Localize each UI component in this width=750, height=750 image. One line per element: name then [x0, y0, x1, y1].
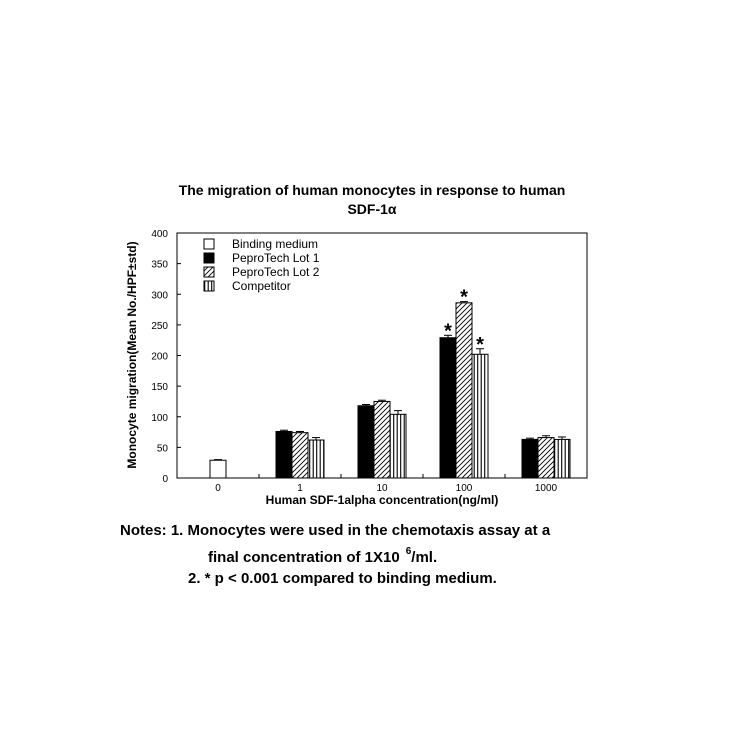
significance-star: * — [444, 320, 452, 343]
y-tick-label: 150 — [151, 382, 168, 394]
bar — [374, 401, 390, 478]
legend-swatch — [204, 267, 214, 277]
y-tick-label: 400 — [151, 229, 168, 240]
notes-text-2: final concentration of 1X10 — [208, 549, 400, 566]
bar — [554, 439, 570, 478]
chart-title-line1: The migration of human monocytes in response to human — [178, 182, 566, 198]
bar — [210, 460, 226, 478]
legend-label: Binding medium — [232, 237, 319, 251]
bar — [308, 440, 324, 478]
bar — [276, 431, 292, 478]
y-tick-label: 300 — [151, 290, 168, 302]
x-tick-label: 1 — [297, 483, 303, 494]
notes-line-2 — [208, 546, 438, 566]
y-tick-label: 0 — [162, 474, 168, 485]
y-tick-label: 200 — [151, 351, 168, 363]
bar — [472, 354, 488, 478]
y-tick-label: 100 — [151, 412, 168, 424]
bar — [538, 438, 554, 478]
notes-unit: /ml. — [411, 549, 438, 566]
legend-swatch — [204, 239, 214, 249]
x-axis-label: Human SDF-1alpha concentration(ng/ml) — [265, 493, 499, 507]
bar — [440, 338, 456, 478]
bars — [210, 287, 570, 478]
bar — [358, 406, 374, 478]
notes-text-1: Notes: 1. Monocytes were used in the chemotaxis assay at a — [120, 522, 551, 539]
notes-line-3 — [188, 570, 497, 587]
y-tick-label: 350 — [151, 259, 168, 271]
significance-star: * — [460, 286, 468, 309]
legend-swatch — [204, 253, 214, 263]
legend-label: Competitor — [232, 279, 291, 293]
legend-label: PeproTech Lot 1 — [232, 251, 320, 265]
notes-exponent: 6 — [405, 546, 412, 557]
y-tick-label: 50 — [156, 443, 168, 455]
legend — [204, 237, 320, 293]
chart-title-line2: SDF-1α — [347, 201, 397, 217]
legend-swatch — [204, 281, 214, 291]
bar — [390, 414, 406, 478]
legend-label: PeproTech Lot 2 — [232, 265, 320, 279]
significance-star: * — [476, 333, 484, 356]
bar — [292, 433, 308, 478]
x-tick-label: 100 — [455, 483, 473, 494]
notes-text-3: 2. * p < 0.001 compared to binding medium. — [188, 570, 497, 587]
y-tick-label: 250 — [151, 320, 168, 332]
bar — [456, 303, 472, 478]
bar — [522, 439, 538, 478]
x-tick-label: 0 — [215, 483, 221, 494]
y-axis-label: Monocyte migration(Mean No./HPF±std) — [125, 241, 139, 469]
x-tick-label: 1000 — [534, 483, 558, 494]
x-tick-label: 10 — [376, 483, 388, 494]
notes-line-1 — [120, 522, 550, 539]
